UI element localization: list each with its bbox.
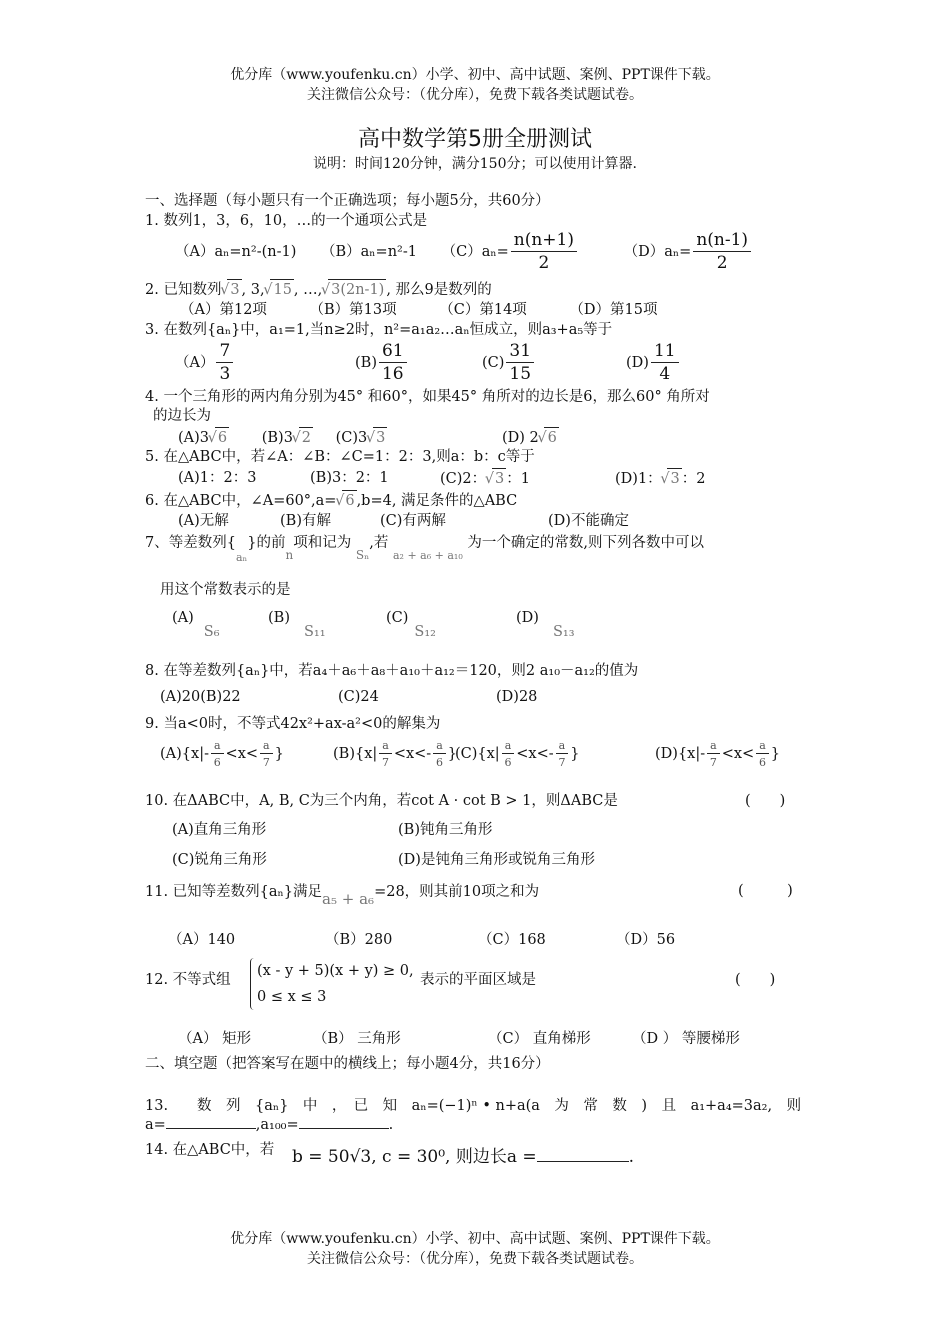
q1-option-a[interactable]: （A）aₙ=n²-(n-1) <box>175 244 297 260</box>
q2-option-b[interactable]: （B）第13项 <box>309 302 397 318</box>
q9-option-a[interactable]: (A){x|- $\frac{a}{6}$ <x< $\frac{a}{7}$ } <box>160 739 284 769</box>
q11-answer-paren[interactable]: ( ) <box>738 883 793 899</box>
page-subtitle: 说明：时间120分钟，满分150分；可以使用计算器. <box>313 156 637 172</box>
q1-option-d[interactable]: （D）aₙ= $\frac{n(n-1)}{2}$ <box>624 244 753 260</box>
q3-option-a[interactable]: （A） $\frac{7}{3}$ <box>175 343 235 383</box>
q5-option-d[interactable]: (D)1： √ 3 ：2 <box>615 468 706 489</box>
q4-option-c[interactable]: (C)3 √ 3 <box>336 430 388 446</box>
q5-option-c[interactable]: (C)2： √ 3 ：1 <box>440 468 530 489</box>
q4-stem-1: 4. 一个三角形的两内角分别为45° 和60°，如果45° 角所对的边长是6，那么60° 角所对 <box>145 389 710 405</box>
q4-option-a[interactable]: (A)3 √ 6 <box>178 430 229 446</box>
q2-stem: 2. 已知数列 √ 3 , 3, √ 15 , …, √ 3(2n-1) , 那么9是数列的 <box>145 279 492 300</box>
q3-stem: 3. 在数列{aₙ}中，a₁=1,当n≥2时，n²=a₁a₂…aₙ恒成立，则a₃+a₅等于 <box>145 322 613 338</box>
q10-stem: 10. 在ΔABC中，A, B, C为三个内角，若cot A · cot B > 1，则ΔABC是 <box>145 793 618 809</box>
q4-stem-2: 的边长为 <box>153 408 211 424</box>
q6-option-c[interactable]: (C)有两解 <box>380 513 446 529</box>
q14-blank[interactable] <box>537 1147 629 1162</box>
q7-option-c[interactable]: (C)S₁₂ <box>386 610 436 640</box>
q7-option-d[interactable]: (D)S₁₃ <box>516 610 575 640</box>
q8-option-d[interactable]: (D)28 <box>496 689 538 705</box>
q5-stem: 5. 在△ABC中，若∠A：∠B：∠C=1：2：3,则a：b：c等于 <box>145 449 535 465</box>
q1-option-c[interactable]: （C）aₙ= $\frac{n(n+1)}{2}$ <box>442 244 579 260</box>
q13-blank-a100[interactable] <box>299 1114 389 1129</box>
q12-answer-paren[interactable]: ( ) <box>735 972 776 988</box>
q3-option-c[interactable]: (C) $\frac{31}{15}$ <box>482 343 536 383</box>
q8-option-ab[interactable]: (A)20(B)22 <box>160 689 241 705</box>
q5-option-a[interactable]: (A)1：2：3 <box>178 470 257 486</box>
q6-option-a[interactable]: (A)无解 <box>178 513 229 529</box>
q3-option-b[interactable]: (B) $\frac{61}{16}$ <box>355 343 409 383</box>
q12-option-c[interactable]: （C） 直角梯形 <box>488 1031 591 1047</box>
q12-option-b[interactable]: （B） 三角形 <box>313 1031 401 1047</box>
q8-stem: 8. 在等差数列{aₙ}中，若a₄＋a₆＋a₈＋a₁₀＋a₁₂＝120，则2 a₁₀－a₁₂的值为 <box>145 663 639 679</box>
q4-option-d[interactable]: (D) 2 √ 6 <box>502 430 559 446</box>
q2-options <box>180 300 657 320</box>
q12-stem: 12. 不等式组 <box>145 972 231 988</box>
q11-option-d[interactable]: （D）56 <box>616 932 676 948</box>
q14-stem: 14. 在△ABC中，若 <box>145 1142 275 1158</box>
q9-option-d[interactable]: (D){x|- $\frac{a}{7}$ <x< $\frac{a}{6}$ } <box>655 739 780 769</box>
q8-option-c[interactable]: (C)24 <box>338 689 379 705</box>
q1-option-b[interactable]: （B）aₙ=n²-1 <box>320 244 417 260</box>
q13-blank-a[interactable] <box>166 1114 256 1129</box>
q10-option-b[interactable]: (B)钝角三角形 <box>398 822 493 838</box>
q13-answers: a= ,a₁₀₀= . <box>145 1114 393 1135</box>
q5-option-b[interactable]: (B)3：2：1 <box>310 470 389 486</box>
section-1-heading: 一、选择题（每小题只有一个正确选项；每小题5分，共60分） <box>145 193 550 209</box>
section-2-heading: 二、填空题（把答案写在题中的横线上；每小题4分，共16分） <box>145 1056 550 1072</box>
q12-system: (x - y + 5)(x + y) ≥ 0, 0 ≤ x ≤ 3 <box>250 958 414 1010</box>
q11-option-a[interactable]: （A）140 <box>168 932 236 948</box>
q10-option-c[interactable]: (C)锐角三角形 <box>172 852 267 868</box>
header-line-1: 优分库（www.youfenku.cn）小学、初中、高中试题、案例、PPT课件下载。 <box>230 67 720 83</box>
q10-answer-paren[interactable]: ( ) <box>745 793 786 809</box>
q6-stem: 6. 在△ABC中，∠A=60°,a= √ 6 ,b=4, 满足条件的△ABC <box>145 490 517 511</box>
q12-stem-post: 表示的平面区域是 <box>420 972 536 988</box>
q3-option-d[interactable]: (D) $\frac{11}{4}$ <box>626 343 681 383</box>
q7-option-b[interactable]: (B)S₁₁ <box>268 610 326 640</box>
q4-options <box>178 427 559 448</box>
q11-option-c[interactable]: （C）168 <box>478 932 546 948</box>
q13-stem: 13. 数 列 {aₙ} 中 ， 已 知 aₙ=(−1)ⁿ • n+a(a 为 常 数 ) 且 a₁+a₄=3a₂, 则 <box>145 1098 802 1114</box>
footer-line-2: 关注微信公众号：（优分库），免费下载各类试题试卷。 <box>307 1251 643 1267</box>
q2-option-a[interactable]: （A）第12项 <box>180 302 267 318</box>
q7-stem: 7、等差数列$\{_{a_n}\}$的前$_n$项和记为 $_{S_n}$,若 $_{a_2 + a_6 + a_{10}}$ 为一个确定的常数,则下列各数中可以 <box>145 535 704 564</box>
q12-option-d[interactable]: （D ） 等腰梯形 <box>632 1031 740 1047</box>
q11-option-b[interactable]: （B）280 <box>325 932 393 948</box>
q11-stem: 11. 已知等差数列{aₙ}满足a₅ + a₆=28，则其前10项之和为 <box>145 884 540 908</box>
q10-option-a[interactable]: (A)直角三角形 <box>172 822 267 838</box>
q1-stem: 1. 数列1，3，6，10，…的一个通项公式是 <box>145 213 428 229</box>
header-line-2: 关注微信公众号：（优分库），免费下载各类试题试卷。 <box>307 87 643 103</box>
q14-expression: b = 50√3, c = 30⁰, 则边长a = . <box>292 1147 635 1167</box>
page-title: 高中数学第5册全册测试 <box>358 127 592 152</box>
q6-option-d[interactable]: (D)不能确定 <box>548 513 629 529</box>
q6-option-b[interactable]: (B)有解 <box>280 513 331 529</box>
q1-options <box>175 232 753 272</box>
q4-option-b[interactable]: (B)3 √ 2 <box>262 430 313 446</box>
q7-option-a[interactable]: (A)S₆ <box>172 610 220 640</box>
q7-stem-2: 用这个常数表示的是 <box>160 582 291 598</box>
q9-stem: 9. 当a<0时，不等式42x²+ax-a²<0的解集为 <box>145 716 441 732</box>
footer-line-1: 优分库（www.youfenku.cn）小学、初中、高中试题、案例、PPT课件下载。 <box>230 1231 720 1247</box>
q9-option-c[interactable]: (C){x| $\frac{a}{6}$ <x<- $\frac{a}{7}$ } <box>455 739 580 769</box>
q12-option-a[interactable]: （A） 矩形 <box>178 1031 252 1047</box>
q2-option-d[interactable]: （D）第15项 <box>569 302 658 318</box>
q9-option-b[interactable]: (B){x| $\frac{a}{7}$ <x<- $\frac{a}{6}$ } <box>333 739 458 769</box>
q2-option-c[interactable]: （C）第14项 <box>439 302 527 318</box>
q10-option-d[interactable]: (D)是钝角三角形或锐角三角形 <box>398 852 595 868</box>
